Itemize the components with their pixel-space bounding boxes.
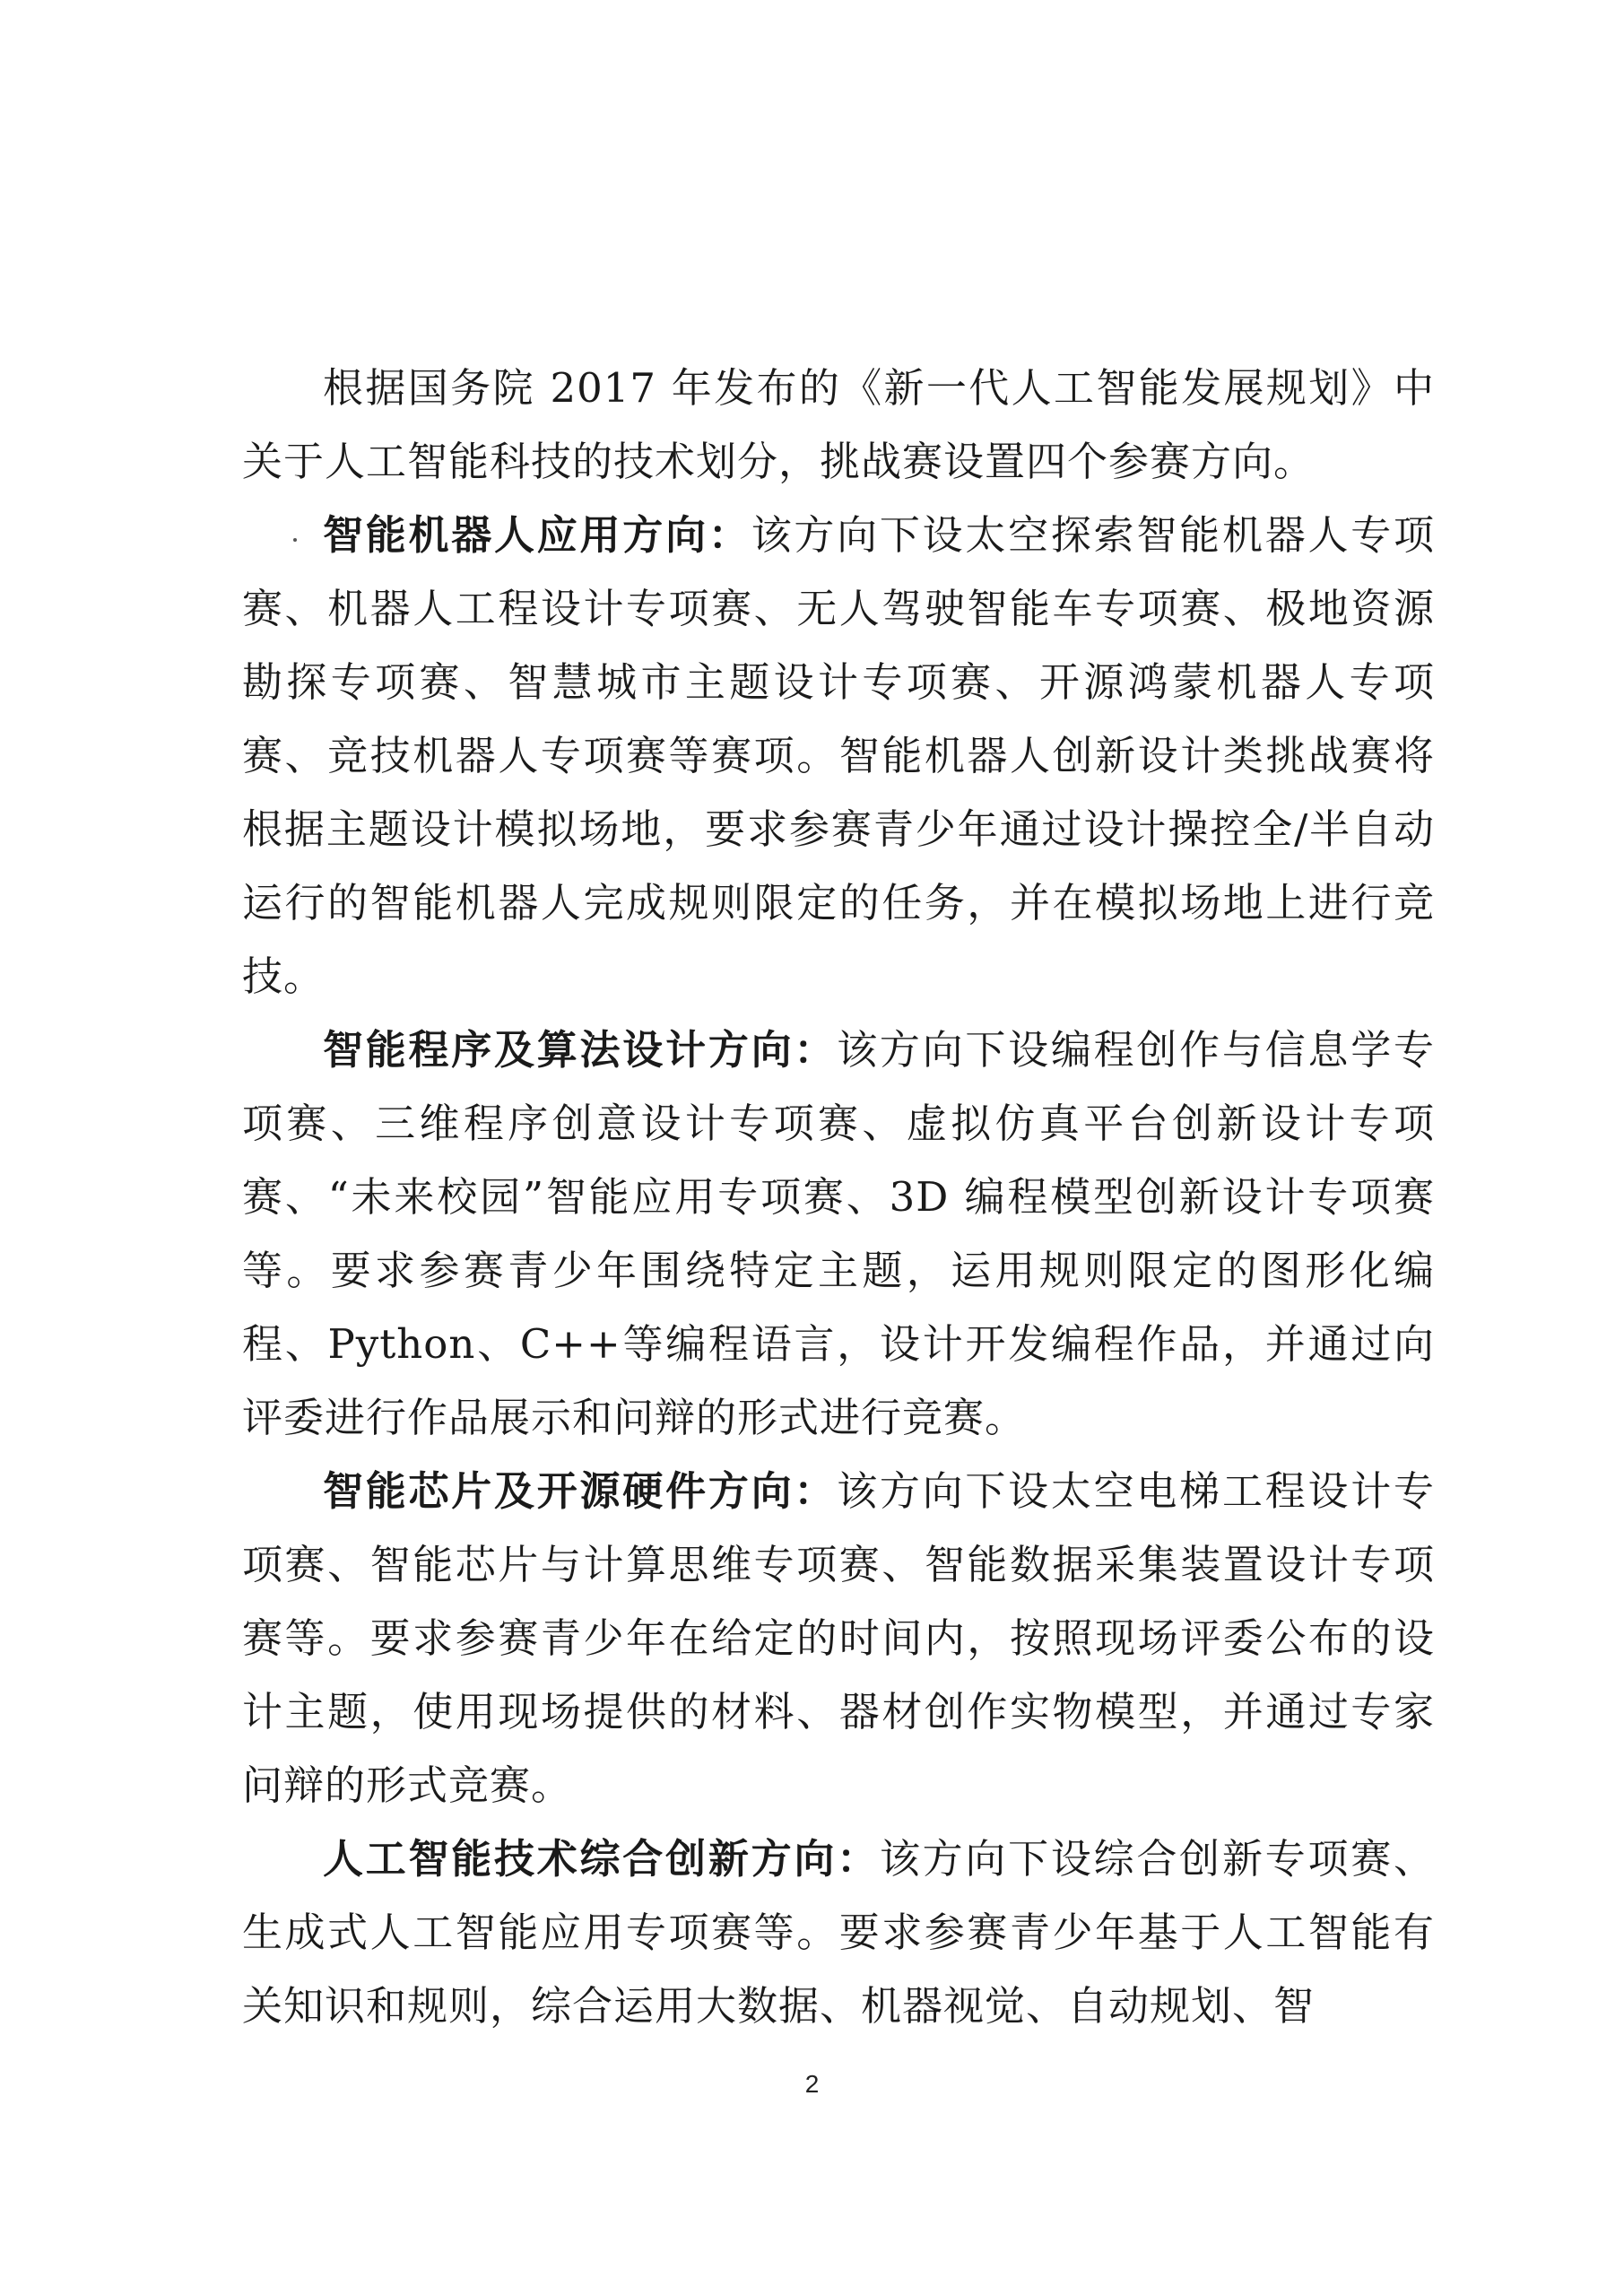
paragraph-text: 该方向下设太空电梯工程设计专项赛、智能芯片与计算思维专项赛、智能数据采集装置设计专项赛等。要求参赛青少年在给定的时间内，按照现场评委公布的设计主题，使用现场提供的材料、器材创作实物模型，并通过专家问辩的形式竞赛。 bbox=[242, 1467, 1435, 1809]
paragraph-chip-direction bbox=[242, 1455, 1435, 1822]
paragraph-text: 根据国务院 2017 年发布的《新一代人工智能发展规划》中关于人工智能科技的技术划分，挑战赛设置四个参赛方向。 bbox=[242, 364, 1435, 485]
paragraph-text: 该方向下设太空探索智能机器人专项赛、机器人工程设计专项赛、无人驾驶智能车专项赛、极地资源勘探专项赛、智慧城市主题设计专项赛、开源鸿蒙机器人专项赛、竞技机器人专项赛等赛项。智能机器人创新设计类挑战赛将根据主题设计模拟场地，要求参赛青少年通过设计操控全/半自动运行的智能机器人完成规则限定的任务，并在模拟场地上进行竞技。 bbox=[242, 511, 1435, 1000]
paragraph-robot-direction bbox=[242, 499, 1435, 1013]
paragraph-intro bbox=[242, 352, 1435, 499]
document-body bbox=[242, 352, 1435, 2043]
paragraph-ai-direction bbox=[242, 1822, 1435, 2043]
paragraph-heading: 智能芯片及开源硬件方向： bbox=[323, 1467, 838, 1515]
paragraph-program-direction bbox=[242, 1013, 1435, 1455]
page-number: 2 bbox=[804, 2070, 820, 2098]
paragraph-heading: 人工智能技术综合创新方向： bbox=[323, 1835, 880, 1883]
paragraph-text: 该方向下设综合创新专项赛、生成式人工智能应用专项赛等。要求参赛青少年基于人工智能有关知识和规则，综合运用大数据、机器视觉、自动规划、智 bbox=[242, 1835, 1435, 2030]
paragraph-text: 该方向下设编程创作与信息学专项赛、三维程序创意设计专项赛、虚拟仿真平台创新设计专项赛、“未来校园”智能应用专项赛、3D 编程模型创新设计专项赛等。要求参赛青少年围绕特定主题，运用规则限定的图形化编程、Python、C++等编程语言，设计开发编程作品，并通过向评委进行作品展示和问辩的形式进行竞赛。 bbox=[242, 1026, 1435, 1441]
paragraph-heading: 智能程序及算法设计方向： bbox=[323, 1026, 838, 1074]
paragraph-heading: 智能机器人应用方向： bbox=[323, 511, 751, 559]
